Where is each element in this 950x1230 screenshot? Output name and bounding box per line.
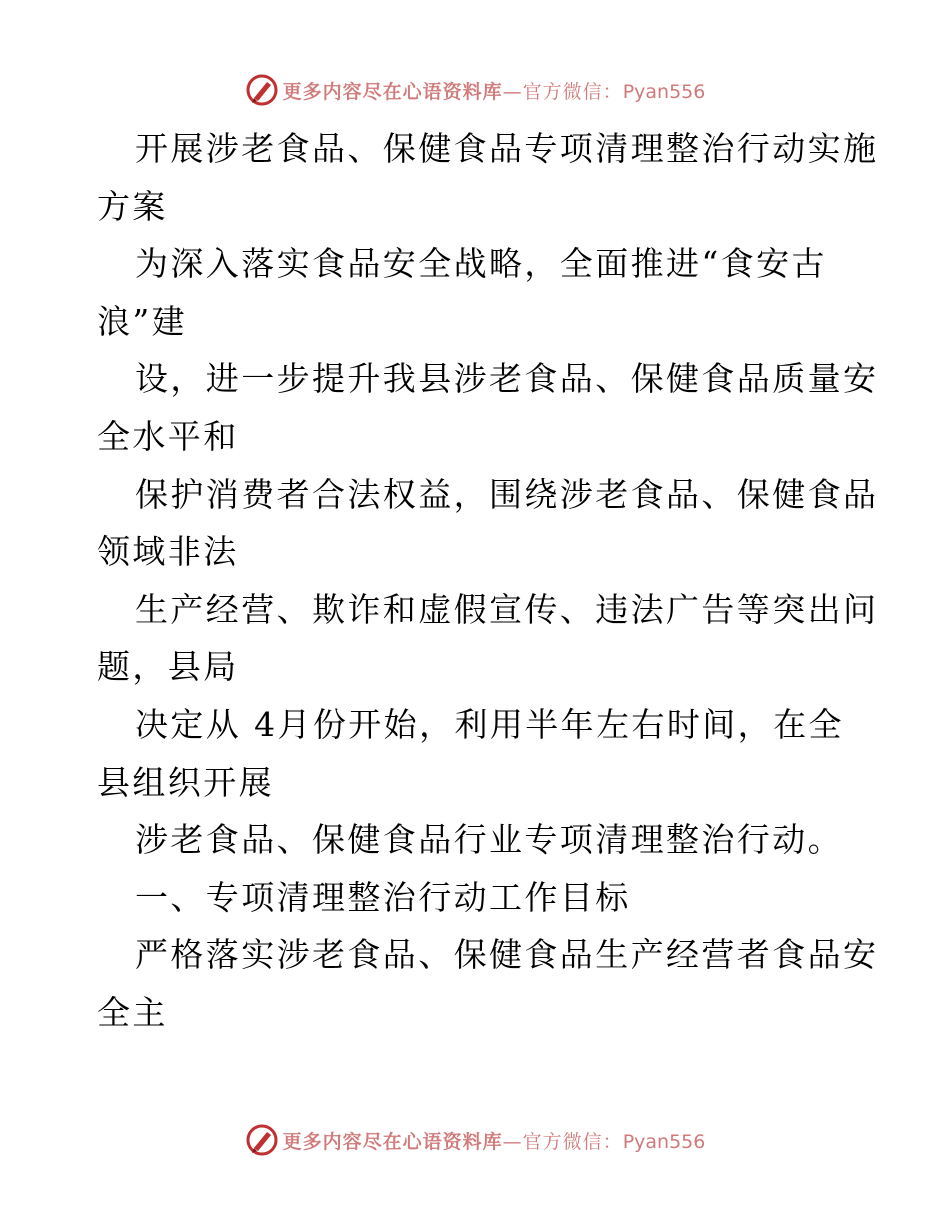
banner-text	[283, 1127, 706, 1154]
paragraph-line: 决定从 4月份开始，利用半年左右时间，在全	[135, 704, 844, 744]
banner-main-text: 更多内容尽在心语资料库	[282, 80, 503, 103]
paragraph-line: 涉老食品、保健食品行业专项清理整治行动。	[135, 820, 843, 860]
document-title-continued: 方案	[97, 186, 168, 226]
paragraph-line: 题，县局	[97, 647, 239, 687]
document-title: 开展涉老食品、保健食品专项清理整治行动实施	[135, 129, 879, 168]
paragraph-line: 浪”建	[97, 301, 188, 341]
paragraph-line: 县组织开展	[97, 762, 274, 802]
paragraph-line: 全水平和	[97, 416, 239, 456]
paragraph-line: 保护消费者合法权益，围绕涉老食品、保健食品	[135, 474, 879, 514]
paragraph-line: 为深入落实食品安全战略，全面推进“食安古	[135, 244, 827, 284]
banner-main-text: 更多内容尽在心语资料库	[282, 1130, 503, 1153]
paragraph-line: 生产经营、欺诈和虚假宣传、违法广告等突出问	[135, 589, 879, 629]
banner-dash: —	[502, 1130, 523, 1153]
paragraph-line: 全主	[97, 992, 168, 1032]
document-body	[97, 120, 879, 1042]
banner-wechat-id: Pyan556	[622, 80, 706, 103]
footer-banner	[0, 1120, 950, 1160]
paragraph-line: 严格落实涉老食品、保健食品生产经营者食品安	[135, 935, 879, 975]
banner-text	[283, 77, 706, 104]
pen-logo-icon	[245, 1123, 279, 1157]
paragraph-line: 领域非法	[97, 532, 239, 572]
paragraph-line: 设，进一步提升我县涉老食品、保健食品质量安	[135, 359, 879, 399]
pen-logo-icon	[245, 73, 279, 107]
banner-wechat-id: Pyan556	[622, 1130, 706, 1153]
section-heading: 一、专项清理整治行动工作目标	[135, 877, 631, 917]
banner-wechat-label: 官方微信：	[522, 80, 623, 103]
banner-dash: —	[502, 80, 523, 103]
banner-wechat-label: 官方微信：	[522, 1130, 623, 1153]
header-banner	[0, 70, 950, 110]
